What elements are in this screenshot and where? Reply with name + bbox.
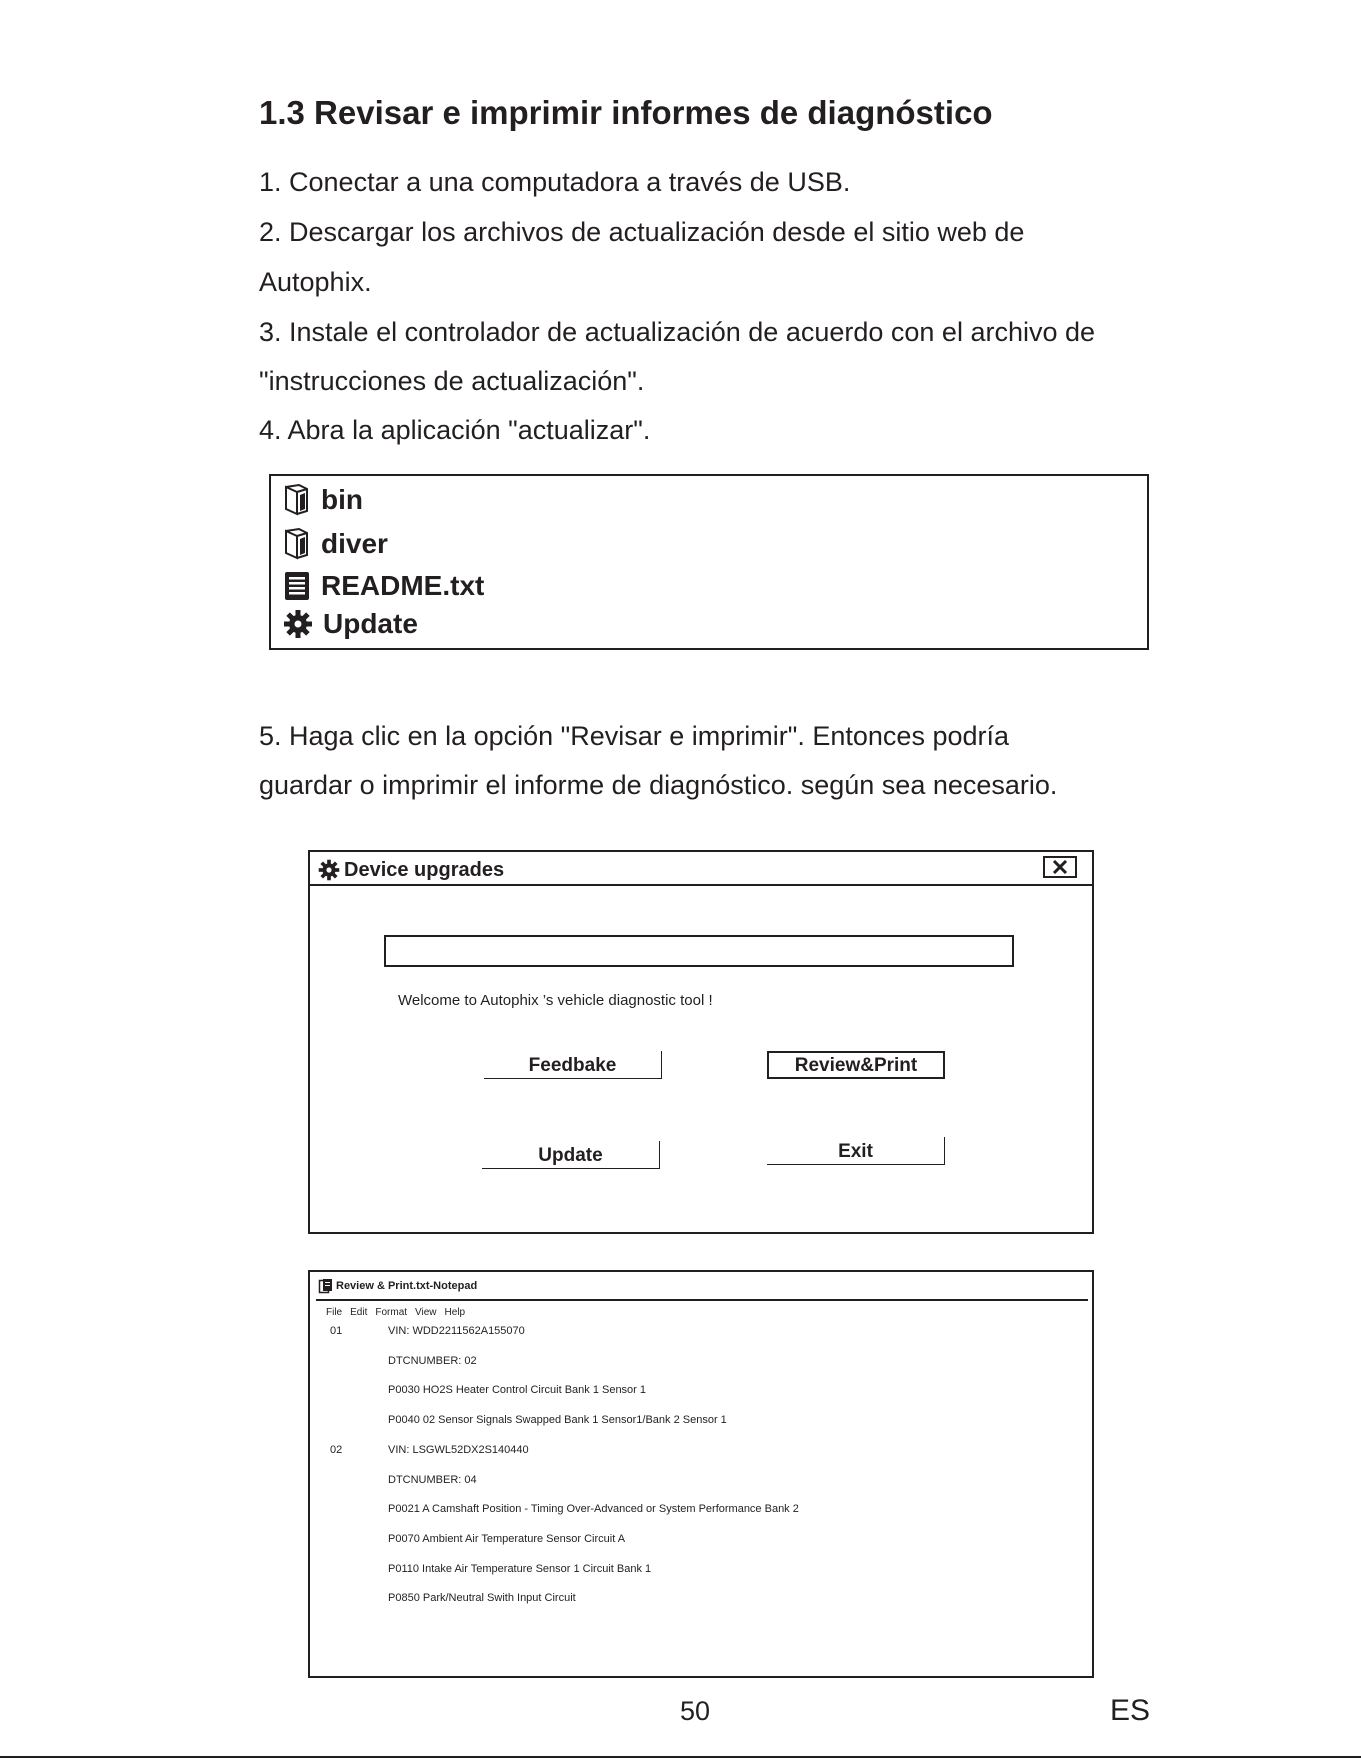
line-text: DTCNUMBER: 02 [388,1355,477,1367]
line-text: P0030 HO2S Heater Control Circuit Bank 1 Sensor 1 [388,1384,647,1396]
line-text: P0070 Ambient Air Temperature Sensor Circuit A [388,1533,626,1545]
file-item-diver[interactable] [283,524,388,564]
step-2: 2. Descargar los archivos de actualización desde el sitio web de [259,217,1025,247]
file-list [269,474,1149,650]
review-print-button[interactable]: Review&Print [767,1051,945,1079]
dialog-title-bar [318,858,504,882]
menu-view[interactable]: View [415,1307,437,1318]
step-2-cont: Autophix. [259,267,372,297]
file-item-bin[interactable] [283,480,363,520]
page-number: 50 [680,1696,711,1726]
language-code: ES [1110,1694,1151,1727]
line-text: P0021 A Camshaft Position - Timing Over-Advanced or System Performance Bank 2 [388,1503,799,1515]
footer-rule [0,1756,1361,1758]
welcome-message: Welcome to Autophix ’s vehicle diagnostic tool ! [398,992,713,1009]
close-icon [1052,860,1068,874]
line-text: P0040 02 Sensor Signals Swapped Bank 1 Sensor1/Bank 2 Sensor 1 [388,1414,727,1426]
step-3-cont: "instrucciones de actualización". [259,366,645,396]
folder-icon [283,483,311,517]
line-text: P0850 Park/Neutral Swith Input Circuit [388,1592,576,1604]
file-name: bin [321,484,363,515]
notepad-window [308,1270,1094,1678]
menu-help[interactable]: Help [444,1307,466,1318]
text-file-icon [283,570,311,602]
gear-icon [283,609,313,639]
update-button[interactable]: Update [482,1141,660,1169]
step-5: 5. Haga clic en la opción "Revisar e imprimir". Entonces podría [259,721,1010,751]
notepad-divider [316,1299,1088,1301]
file-name: README.txt [321,570,485,601]
line-text: VIN: WDD2211562A155070 [388,1325,525,1337]
file-name: diver [321,528,388,559]
title-divider [310,884,1094,886]
notepad-title-bar [318,1278,477,1294]
step-4: 4. Abra la aplicación "actualizar". [259,415,651,445]
file-item-readme[interactable] [283,566,484,606]
step-3: 3. Instale el controlador de actualización de acuerdo con el archivo de [259,317,1096,347]
feedback-button[interactable]: Feedbake [484,1051,662,1079]
device-upgrades-dialog [308,850,1094,1234]
notepad-title: Review & Print.txt-Notepad [336,1280,478,1292]
file-item-update[interactable] [283,604,418,644]
line-number: 01 [330,1325,343,1337]
step-1: 1. Conectar a una computadora a través de USB. [259,167,851,197]
dialog-title: Device upgrades [344,858,505,881]
menu-edit[interactable]: Edit [350,1307,368,1318]
line-text: VIN: LSGWL52DX2S140440 [388,1444,529,1456]
menu-file[interactable]: File [326,1307,343,1318]
folder-icon [283,527,311,561]
close-button[interactable] [1043,856,1077,878]
line-number: 02 [330,1444,343,1456]
progress-bar [384,935,1014,967]
notepad-menu-bar [326,1307,473,1318]
menu-format[interactable]: Format [375,1307,408,1318]
section-heading: 1.3 Revisar e imprimir informes de diagnóstico [259,94,993,131]
step-5-cont: guardar o imprimir el informe de diagnóstico. según sea necesario. [259,770,1058,800]
exit-button[interactable]: Exit [767,1137,945,1165]
line-text: DTCNUMBER: 04 [388,1474,477,1486]
file-name: Update [323,608,418,639]
line-text: P0110 Intake Air Temperature Sensor 1 Circuit Bank 1 [388,1563,652,1575]
gear-icon [318,859,340,881]
notepad-icon [318,1278,334,1294]
